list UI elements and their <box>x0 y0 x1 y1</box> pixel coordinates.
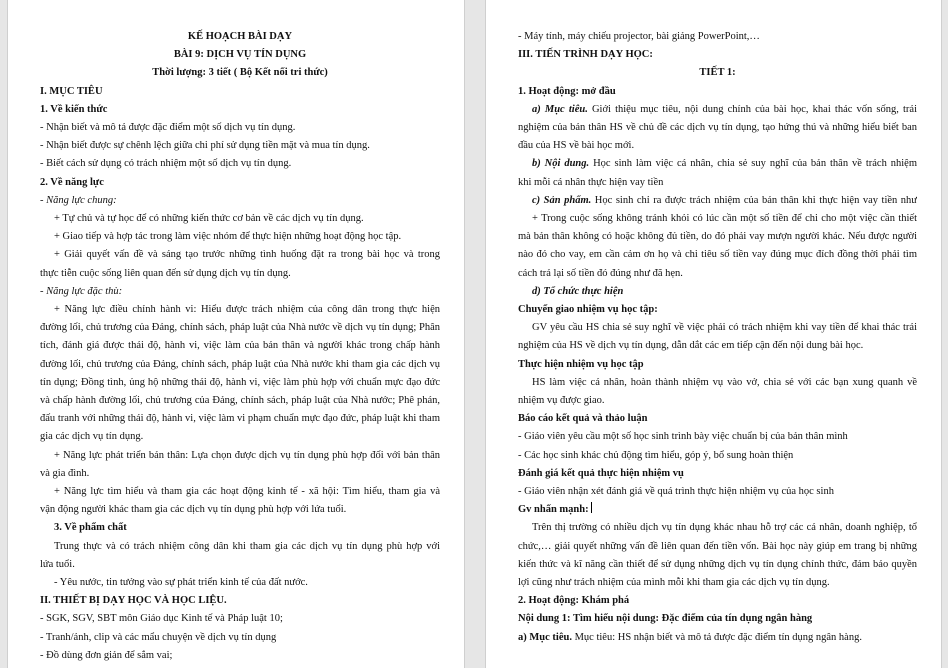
document-title: KẾ HOẠCH BÀI DẠY <box>187 31 293 42</box>
paragraph-line: nghiệm của HS về dịch vụ tín dụng, dẫn dắt các em tiếp cận đến nội dung bài học. <box>518 340 864 352</box>
paragraph-line: - Biết cách sử dụng có trách nhiệm một số dịch vụ tín dụng. <box>40 158 292 170</box>
paragraph-line: - Năng lực chung: <box>40 194 117 206</box>
paragraph-line: - Các học sinh khác chủ động tìm hiểu, góp ý, bổ sung hoàn thiện <box>518 449 794 461</box>
paragraph-line: GV yêu cầu HS chia sẻ suy nghĩ về việc phải có trách nhiệm khi vay tiền để khai thác trải <box>532 322 917 334</box>
paragraph-line: nhiệm vụ được giao. <box>518 394 605 406</box>
paragraph-line: - Tranh/ảnh, clip và các mẩu chuyện về dịch vụ tín dụng <box>40 631 277 643</box>
paragraph-line: + Năng lực tìm hiểu và tham gia các hoạt động kinh tế - xã hội: Tìm hiểu, tham gia và <box>54 485 440 497</box>
task-heading: Đánh giá kết quả thực hiện nhiệm vụ <box>518 467 684 479</box>
section-heading: I. MỤC TIÊU <box>40 85 103 97</box>
content-label: b) Nội dung. <box>532 158 590 170</box>
paragraph-line: đầu của HS về bài học mới. <box>518 140 635 152</box>
paragraph-line: đường lối, chủ trương của Đảng, chính sách, pháp luật của Nhà nước về dịch vụ tín dụng; Phân <box>40 322 440 334</box>
product-label: c) Sản phẩm. <box>532 194 592 206</box>
paragraph-line: Trung thực và có trách nhiệm công dân khi tham gia các dịch vụ tín dụng phù hợp với <box>54 540 440 552</box>
section-heading: II. THIẾT BỊ DẠY HỌC VÀ HỌC LIỆU. <box>40 595 227 607</box>
paragraph-line: - Nhận biết và mô tả được đặc điểm một số dịch vụ tín dụng. <box>40 122 296 134</box>
paragraph-line: + Giao tiếp và hợp tác trong làm việc nhóm để thực hiện những hoạt động học tập. <box>54 231 402 243</box>
paragraph-line: - Năng lực đặc thù: <box>40 285 123 297</box>
paragraph-line: và chấp hành đường lối, chủ trương của Đảng, chính sách, pháp luật của Nhà nước; Phê phán, <box>40 394 440 406</box>
paragraph-line: cách trả lại số tiền đó đúng như đã hẹn. <box>518 267 683 279</box>
task-heading: Chuyển giao nhiệm vụ học tập: <box>518 303 658 315</box>
paragraph-line: + Năng lực điều chỉnh hành vi: Hiểu được trách nhiệm của công dân trong thực hiện <box>54 304 440 316</box>
paragraph-line: - Yêu nước, tin tưởng vào sự phát triển kinh tế của đất nước. <box>54 576 308 588</box>
paragraph-line: khi mỗi cá nhân thực hiện vay tiền <box>518 176 664 188</box>
paragraph-line: tín dụng; Đồng tình, ủng hộ những thái độ, hành vi, việc làm phù hợp với chuẩn mực đạo đức <box>40 376 440 388</box>
paragraph-line: thực tiễn cuộc sống liên quan đến sử dụng dịch vụ tín dụng. <box>40 267 291 279</box>
lesson-title: BÀI 9: DỊCH VỤ TÍN DỤNG <box>173 49 307 61</box>
paragraph-line: vận động người khác tham gia các dịch vụ tín dụng phù hợp với lứa tuổi. <box>40 504 347 516</box>
emphasis-heading[interactable] <box>518 501 917 519</box>
paragraph-text: Học sinh làm việc cá nhân, chia sẻ suy nghĩ của bản thân về trách nhiệm <box>589 158 917 170</box>
paragraph-line: kiến thức và kĩ năng cần thiết để sử dụng những dịch vụ tín dụng chính thức, đảm bảo quyền <box>518 558 917 570</box>
paragraph-line: + Giải quyết vấn đề và sáng tạo trước những tình huống đặt ra trong bài học và trong <box>54 249 440 261</box>
section-heading: III. TIẾN TRÌNH DẠY HỌC: <box>518 49 653 61</box>
document-page-left[interactable] <box>8 0 464 668</box>
subsection-heading: 2. Về năng lực <box>40 176 104 188</box>
paragraph-line <box>518 629 917 647</box>
content-heading: Nội dung 1: Tìm hiểu nội dung: Đặc điểm của tín dụng ngân hàng <box>518 613 813 625</box>
task-heading: Thực hiện nhiệm vụ học tập <box>518 358 644 370</box>
subsection-heading: 1. Về kiến thức <box>40 103 108 115</box>
text-cursor <box>591 502 592 513</box>
paragraph-line: - Giáo viên yêu cầu một số học sinh trình bày việc chuẩn bị của bản thân mình <box>518 431 848 443</box>
paragraph-line: + Trong cuộc sống không tránh khỏi có lúc cần một số tiền để chi cho một việc cần thiết <box>532 212 917 224</box>
paragraph-line: - SGK, SGV, SBT môn Giáo dục Kinh tế và Pháp luật 10; <box>40 613 283 625</box>
document-page-right[interactable] <box>486 0 941 668</box>
paragraph-line: chức,… giải quyết những vấn đề liên quan đến tiền vốn. Bài học này giúp em trang bị những <box>518 540 917 552</box>
paragraph-line: - Đồ dùng đơn giản để sắm vai; <box>40 649 173 661</box>
paragraph-line: và gia đình. <box>40 467 90 479</box>
paragraph-line: HS làm việc cá nhân, hoàn thành nhiệm vụ vào vở, chia sẻ với các bạn xung quanh về <box>532 376 917 388</box>
paragraph-line: nào đó cho vay, em cần cảm ơn họ và chi tiêu số tiền vay đúng mục đích đồng thời phải tìm <box>518 249 917 261</box>
paragraph-line: - Giáo viên nhận xét đánh giá về quá trình thực hiện nhiệm vụ của học sinh <box>518 485 834 497</box>
objective-label: a) Mục tiêu. <box>518 631 572 643</box>
objective-label: a) Mục tiêu. <box>532 103 588 115</box>
paragraph-line: tích, đánh giá được thái độ, hành vi, việc làm của bản thân và người khác trong chấp hành <box>40 340 440 352</box>
subsection-heading: 3. Về phẩm chất <box>54 522 127 534</box>
paragraph-line: đấu tranh với những thái độ, hành vi, việc làm vi phạm chuẩn mực đạo đức, pháp luật khi tham <box>40 413 440 425</box>
paragraph-line: - Nhận biết được sự chênh lệch giữa chi phí sử dụng tiền mặt và mua tín dụng. <box>40 140 370 152</box>
paragraph-line: mà bản thân không có hoặc không đủ tiền, do đó phải vay mượn người khác. Nếu được người <box>518 231 917 243</box>
subsection-heading: 1. Hoạt động: mở đầu <box>518 85 616 97</box>
task-heading: Báo cáo kết quả và thảo luận <box>518 413 648 425</box>
paragraph-line: đường lối, chủ trương của Đảng, chính sách, pháp luật của Nhà nước khi tham gia các dịch vụ <box>40 358 440 370</box>
paragraph-line <box>518 155 917 173</box>
paragraph-line: lứa tuổi. <box>40 558 75 570</box>
paragraph-text: Mục tiêu: HS nhận biết và mô tả được đặc điểm tín dụng ngân hàng. <box>571 631 862 643</box>
paragraph-line: gia các dịch vụ tín dụng. <box>40 431 144 443</box>
paragraph-line: + Tự chủ và tự học để có những kiến thức cơ bản về các dịch vụ tín dụng. <box>54 213 364 225</box>
paragraph-text: Học sinh chỉ ra được trách nhiệm của bản thân khi thực hiện vay tiền như <box>591 194 917 206</box>
paragraph-line: + Năng lực phát triển bản thân: Lựa chọn được dịch vụ tín dụng phù hợp đối với bản thân <box>54 449 440 461</box>
paragraph-line <box>518 192 917 210</box>
paragraph-line <box>518 101 917 119</box>
paragraph-line: - Máy tính, máy chiếu projector, bài giảng PowerPoint,… <box>518 31 760 42</box>
subsection-heading: 2. Hoạt động: Khám phá <box>518 595 630 607</box>
period-heading: TIẾT 1: <box>699 67 736 79</box>
paragraph-line: Trên thị trường có nhiều dịch vụ tín dụng khác nhau hỗ trợ các cá nhân, doanh nghiệp, tổ <box>532 522 917 534</box>
paragraph-text: Giới thiệu mục tiêu, nội dung chính của bài học, khai thác vốn sống, trải <box>587 103 917 115</box>
emphasis-label: Gv nhấn mạnh: <box>518 504 589 516</box>
organization-label: d) Tổ chức thực hiện <box>532 285 624 297</box>
paragraph-line: lợi cũng như trách nhiệm của mình mỗi khi tham gia các dịch vụ tín dụng. <box>518 576 830 588</box>
paragraph-line: nghiệm của bản thân HS về chủ đề các dịch vụ tín dụng, tạo hứng thú và những hiểu biết ban <box>518 122 917 133</box>
lesson-duration: Thời lượng: 3 tiết ( Bộ Kết nối tri thức) <box>152 67 328 79</box>
